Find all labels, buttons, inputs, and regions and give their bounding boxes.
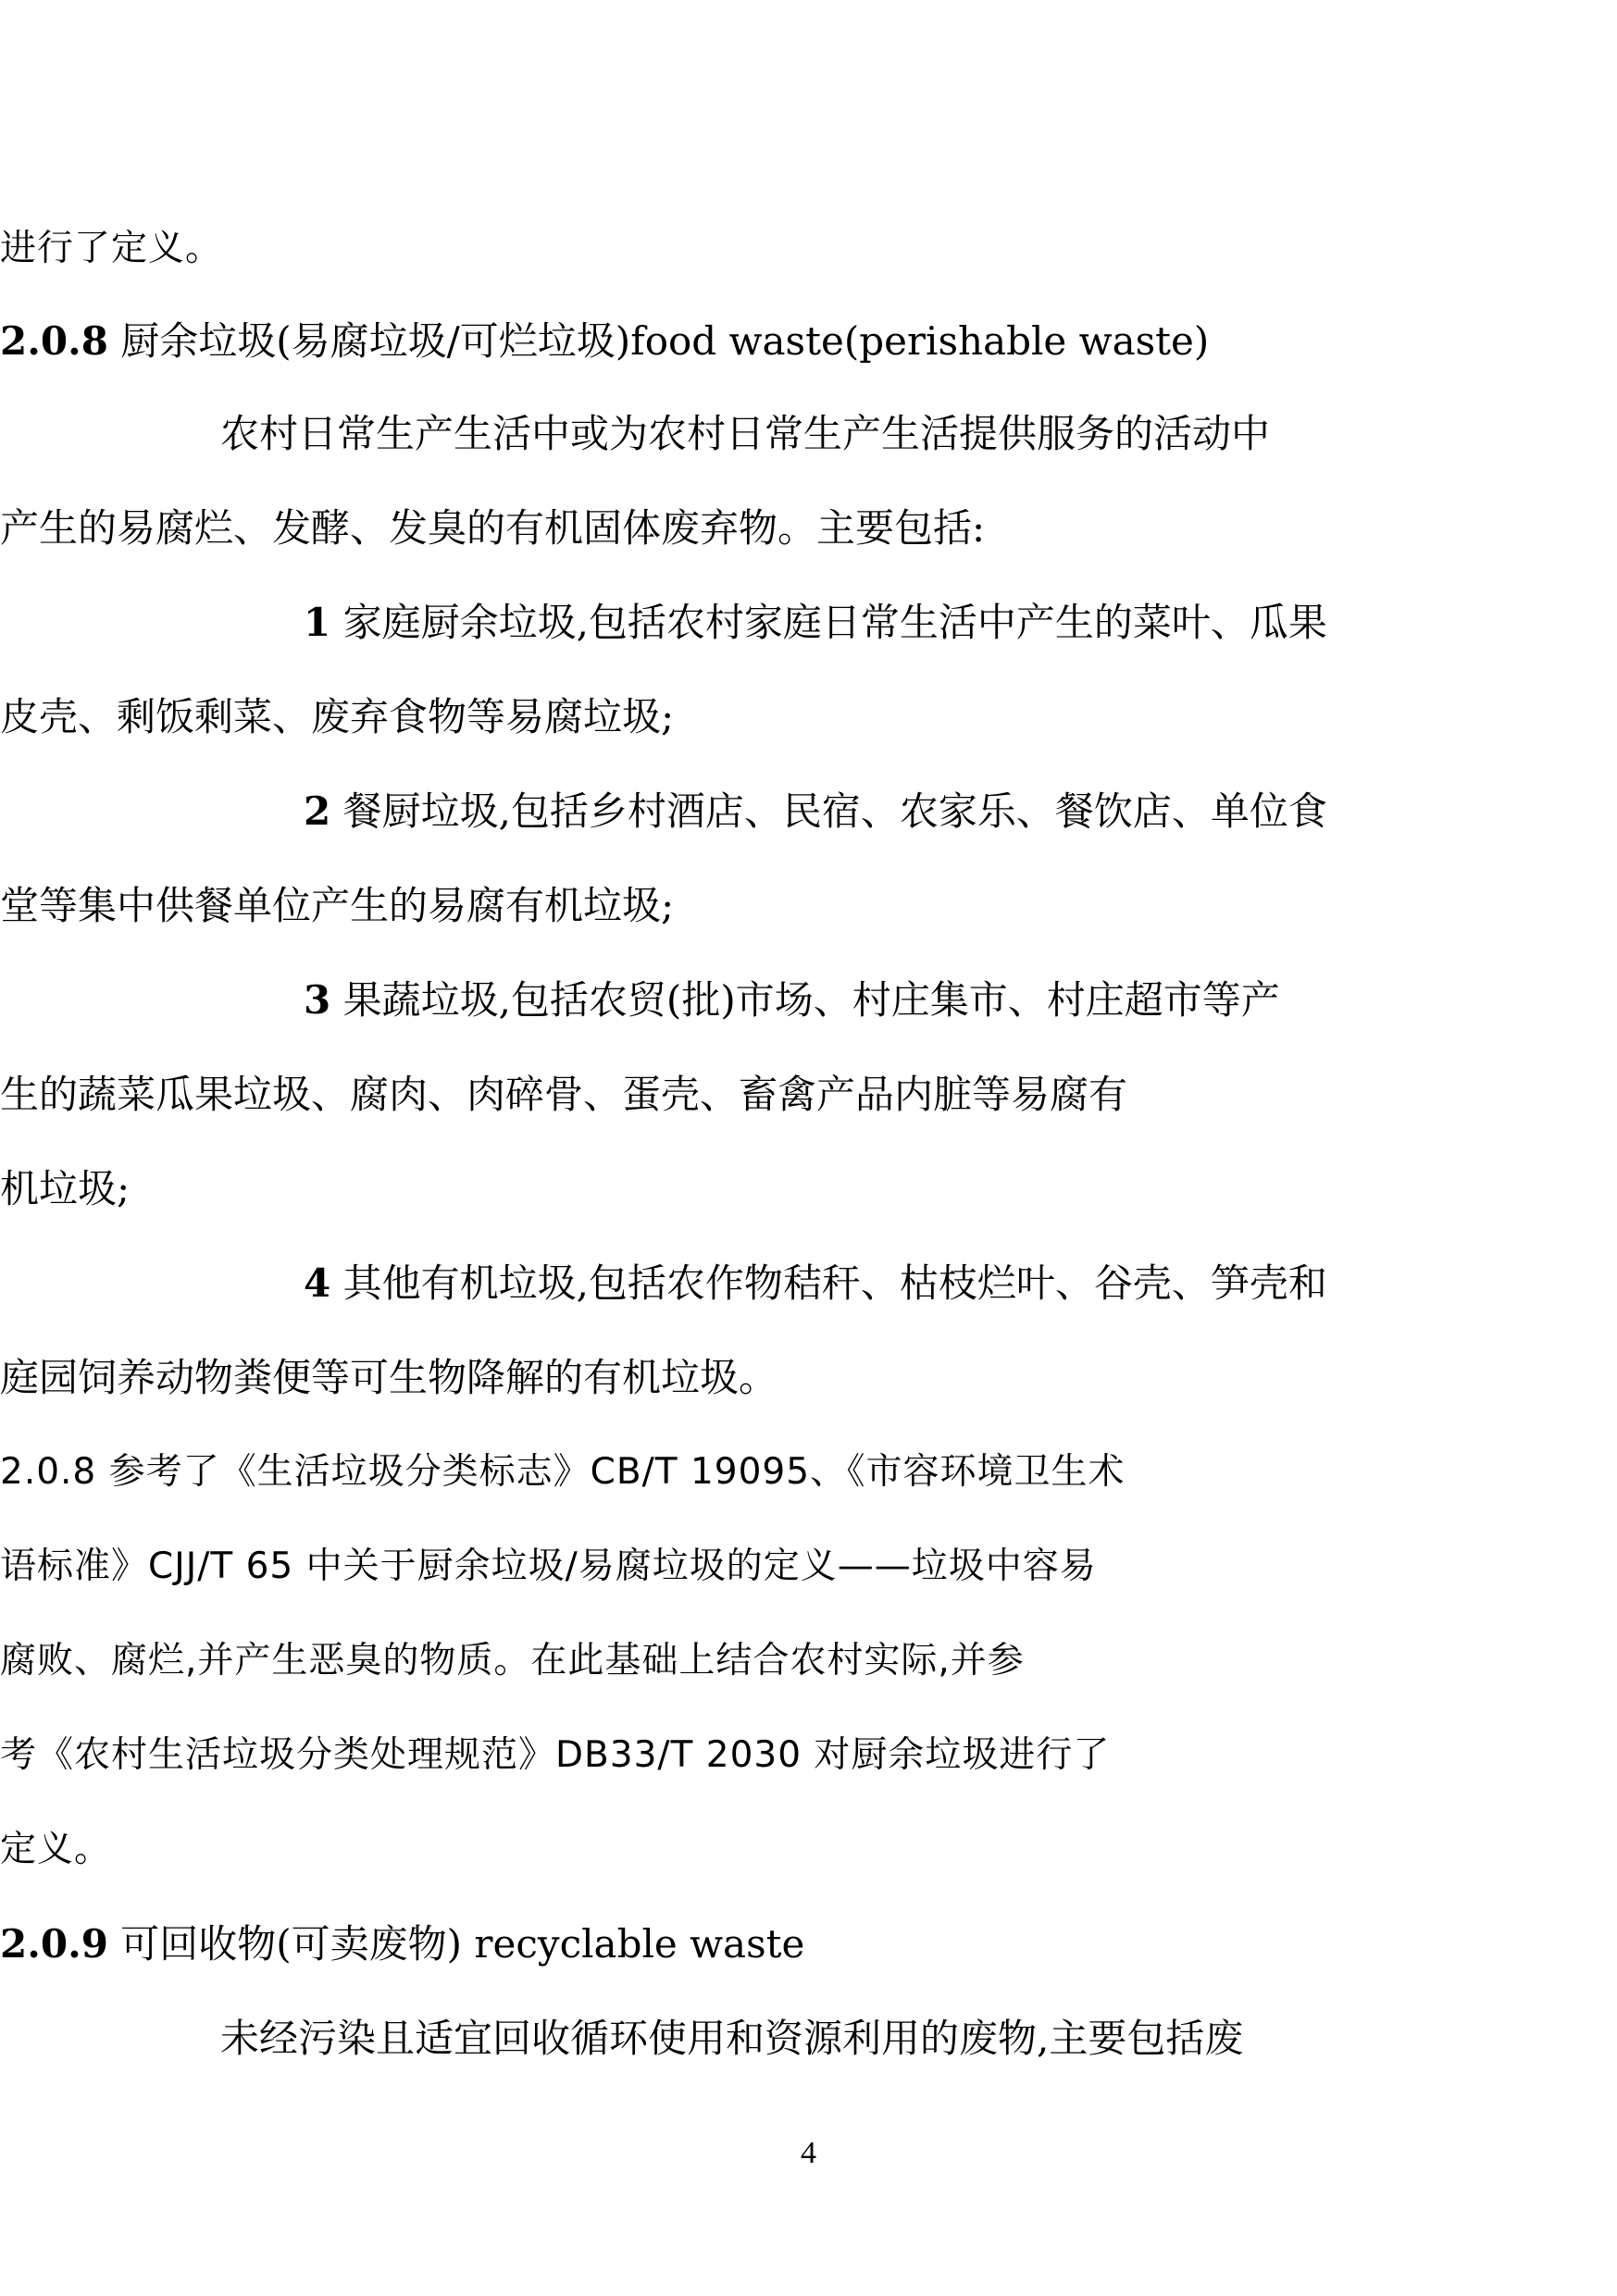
paragraph-text: 产生的易腐烂、发酵、发臭的有机固体废弃物。主要包括: [0, 505, 986, 551]
list-item-3-continuation [0, 1165, 130, 1213]
list-text: 其他有机垃圾,包括农作物秸秆、枯枝烂叶、谷壳、笋壳和 [330, 1260, 1327, 1306]
list-item-3-continuation [0, 1071, 1127, 1119]
commentary-paragraph-line [0, 1637, 1025, 1685]
term-title: 可回收物(可卖废物) recyclable waste [107, 1921, 805, 1967]
commentary-paragraph-line [0, 1731, 1110, 1780]
list-item-2 [304, 788, 1327, 836]
paragraph-text: 未经污染且适宜回收循环使用和资源利用的废物,主要包括废 [220, 2016, 1244, 2061]
list-text: 堂等集中供餐单位产生的易腐有机垃圾; [0, 883, 675, 928]
list-text: 庭园饲养动物粪便等可生物降解的有机垃圾。 [0, 1355, 778, 1400]
commentary-paragraph-line [0, 1543, 1097, 1591]
commentary-text: 定义。 [0, 1829, 112, 1870]
list-text: 果蔬垃圾,包括农贸(批)市场、村庄集市、村庄超市等产 [330, 977, 1280, 1023]
list-number: 1 [304, 600, 331, 645]
list-item-1 [304, 599, 1327, 647]
definition-paragraph-line [220, 410, 1270, 458]
list-item-1-continuation [0, 693, 674, 741]
list-number: 3 [304, 977, 331, 1023]
clause-number: 2.0.8 [0, 318, 108, 364]
definition-paragraph-line [0, 504, 985, 552]
list-text: 生的蔬菜瓜果垃圾、腐肉、肉碎骨、蛋壳、畜禽产品内脏等易腐有 [0, 1072, 1128, 1117]
commentary-text: 2.0.8 参考了《生活垃圾分类标志》CB/T 19095、《市容环境卫生术 [0, 1451, 1126, 1493]
list-number: 2 [304, 788, 331, 834]
commentary-text: 腐败、腐烂,并产生恶臭的物质。在此基础上结合农村实际,并参 [0, 1640, 1025, 1682]
term-heading-food-waste [0, 317, 1209, 366]
definition-paragraph-line [220, 2015, 1243, 2063]
page-number: 4 [801, 2136, 816, 2170]
list-text: 家庭厨余垃圾,包括农村家庭日常生活中产生的菜叶、瓜果 [330, 600, 1327, 645]
commentary-paragraph-line [0, 1448, 1126, 1496]
list-item-4 [304, 1260, 1327, 1308]
list-text: 机垃圾; [0, 1166, 131, 1211]
list-number: 4 [304, 1260, 331, 1306]
term-title: 厨余垃圾(易腐垃圾/可烂垃圾)food waste(perishable waste) [107, 318, 1210, 364]
commentary-text: 语标准》CJJ/T 65 中关于厨余垃圾/易腐垃圾的定义——垃圾中容易 [0, 1545, 1097, 1587]
commentary-paragraph-line [0, 1826, 111, 1874]
paragraph-text: 农村日常生产生活中或为农村日常生产生活提供服务的活动中 [220, 411, 1271, 456]
list-item-2-continuation [0, 882, 674, 930]
commentary-text: 考《农村生活垃圾分类处理规范》DB33/T 2030 对厨余垃圾进行了 [0, 1734, 1111, 1776]
commentary-continuation [0, 225, 222, 273]
list-item-4-continuation [0, 1354, 777, 1402]
list-text: 餐厨垃圾,包括乡村酒店、民宿、农家乐、餐饮店、单位食 [330, 788, 1327, 834]
clause-number: 2.0.9 [0, 1921, 108, 1967]
term-heading-recyclable-waste [0, 1920, 804, 1968]
list-item-3 [304, 976, 1280, 1024]
commentary-text: 进行了定义。 [0, 228, 223, 269]
list-text: 皮壳、剩饭剩菜、废弃食物等易腐垃圾; [0, 694, 675, 739]
